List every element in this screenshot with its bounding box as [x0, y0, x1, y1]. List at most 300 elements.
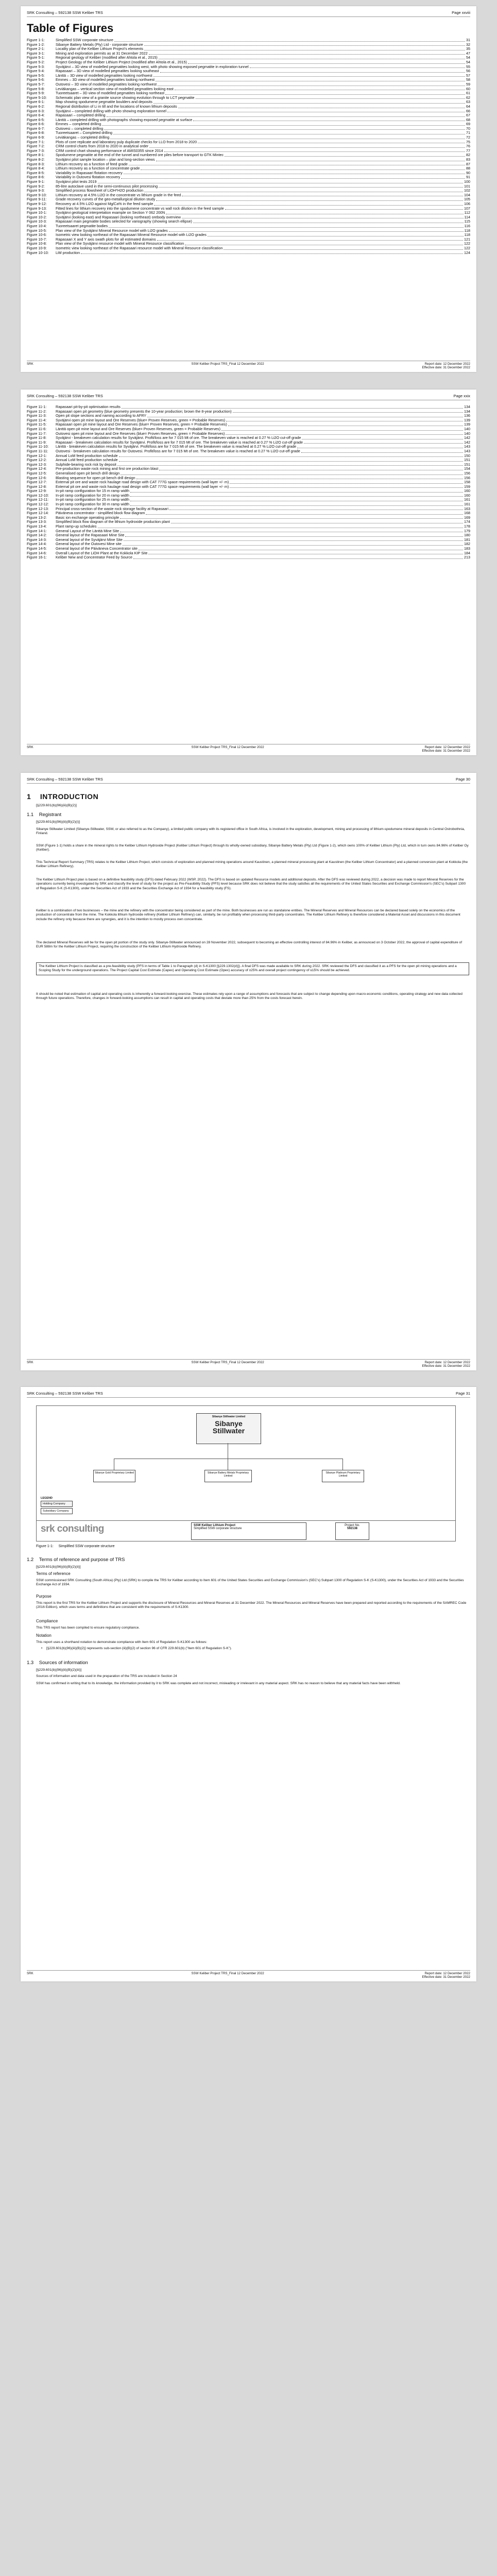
toc-figure-entry[interactable]: [27, 166, 470, 171]
leader-dots: [119, 458, 463, 462]
figure-number: Figure 14-6:: [27, 550, 47, 555]
toc-figure-entry[interactable]: [27, 197, 470, 202]
regulation-code: [§229.601(b)(96)(iii)(B)(2)(i)]: [36, 820, 80, 824]
leader-dots: [233, 410, 463, 413]
section-heading-1-2: 1.2 Terms of reference and purpose of TRS: [27, 1557, 125, 1563]
leader-dots: [226, 432, 463, 435]
toc-figure-entry[interactable]: [27, 533, 470, 538]
toc-figure-entry[interactable]: [27, 436, 470, 440]
toc-figure-entry[interactable]: [27, 65, 470, 70]
toc-figure-entry[interactable]: [27, 207, 470, 211]
leader-dots: [109, 224, 463, 228]
toc-figure-entry[interactable]: [27, 516, 470, 520]
toc-figure-entry[interactable]: [27, 131, 470, 135]
figure-page: 159: [464, 484, 470, 489]
figure-title: Päiväneva concentrator - simplified block flow diagram: [56, 511, 145, 516]
figure-page: 114: [464, 214, 470, 219]
figure-page: 151: [464, 457, 470, 463]
figure-title: Länttä open pit mine layout and Ore Reserves (blue= Proven Reserves, green = Probable Reserves): [56, 427, 221, 431]
figure-page: 87: [466, 161, 470, 166]
figure-page: 180: [464, 533, 470, 538]
figure-number: Figure 5-9:: [27, 91, 45, 96]
toc-figure-entry[interactable]: [27, 463, 470, 467]
leader-dots: [156, 158, 465, 161]
figure-title: CRM control charts from 2018 to 2020 in analytical order: [56, 144, 149, 149]
figure-page: 161: [464, 497, 470, 502]
toc-figure-entry[interactable]: [27, 52, 470, 56]
figure-number: Figure 14-4:: [27, 541, 47, 547]
toc-figure-entry[interactable]: [27, 233, 470, 238]
figure-list: [27, 405, 470, 560]
toc-figure-entry[interactable]: [27, 458, 470, 463]
figure-title: Isometric view looking northeast of the Rapasaari resource model with Mineral Resource classification: [56, 246, 223, 250]
figure-page: 66: [466, 108, 470, 113]
toc-figure-entry[interactable]: [27, 171, 470, 176]
toc-figure-entry[interactable]: [27, 432, 470, 436]
figure-title: Locality plan of the Keliber Lithium Project's elements: [56, 47, 143, 52]
toc-figure-entry[interactable]: [27, 410, 470, 414]
sub-heading: Compliance: [36, 1619, 58, 1623]
toc-figure-entry[interactable]: [27, 38, 470, 43]
figure-page: 134: [464, 404, 470, 409]
figure-title: External pit ore and waste rock haulage road design with CAT 777G space requirements (wall layer +/- m): [56, 484, 229, 489]
figure-page: 124: [464, 250, 470, 255]
footer-left: SRK: [27, 745, 33, 749]
regulation-code: [§229.601(b)(96)(iii)(B)(2)]: [36, 804, 77, 807]
figure-number: Figure 7-3:: [27, 148, 45, 153]
toc-figure-entry[interactable]: [27, 524, 470, 529]
figure-number: Figure 5-2:: [27, 59, 45, 64]
figure-number: Figure 11-10:: [27, 444, 49, 449]
toc-figure-entry[interactable]: [27, 184, 470, 189]
figure-title: Plan view of the Syväjärvi Mineral Resource model with Li2O grades: [56, 228, 168, 233]
toc-figure-entry[interactable]: [27, 109, 470, 114]
paragraph: SSW has confirmed in writing that to its knowledge, the information provided by it to SRK was complete and not incorrect, misleading or irrelevant in any material aspect. SRK has no reason to believe that any material facts have been withheld.: [36, 1682, 401, 1685]
leader-dots: [114, 38, 465, 42]
toc-figure-entry[interactable]: [27, 215, 470, 220]
figure-page: 67: [466, 113, 470, 118]
paragraph: This TRS report has been compiled to ensure regulatory compliance.: [36, 1626, 140, 1630]
toc-figure-entry[interactable]: [27, 471, 470, 476]
leader-dots: [110, 135, 465, 139]
leader-dots: [123, 542, 463, 546]
figure-title: Syväjärvi (looking east) and Rapasaari (looking northeast) orebody overview: [56, 215, 181, 219]
leader-dots: [113, 131, 465, 134]
figure-page: 160: [464, 488, 470, 494]
paragraph: SSW (Figure 1-1) holds a share in the mineral rights to the Keliber Lithium Hydroxide Project (Keliber Lithium Project) through its wholly-owned subsidiary, Sibanye Battery Metals (Pty) Ltd (Figure 1-2), which owns 100% of Keliber Lithium (Pty) Ltd, which in turn owns 84.96% of Keliber Oy (Keliber).: [36, 844, 469, 852]
toc-figure-entry[interactable]: [27, 229, 470, 233]
figure-page: 77: [466, 148, 470, 153]
figure-page: 179: [464, 528, 470, 533]
figure-number: Figure 12-12:: [27, 502, 49, 507]
leader-dots: [297, 445, 463, 448]
leader-dots: [169, 507, 463, 511]
leader-dots: [225, 207, 463, 210]
figure-page: 47: [466, 50, 470, 56]
figure-page: 163: [464, 506, 470, 511]
toc-figure-entry[interactable]: [27, 502, 470, 507]
toc-figure-entry[interactable]: [27, 242, 470, 246]
toc-figure-entry[interactable]: [27, 100, 470, 105]
toc-figure-entry[interactable]: [27, 511, 470, 516]
figure-number: Figure 11-8:: [27, 435, 47, 440]
footer-mid: SSW Keliber Project TRS_Final 12 December 2022: [191, 745, 264, 749]
leader-dots: [304, 440, 463, 444]
figure-number: Figure 5-5:: [27, 73, 45, 78]
figure-number: Figure 9-11:: [27, 197, 47, 202]
toc-figure-entry[interactable]: [27, 60, 470, 65]
figure-number: Figure 6-5:: [27, 117, 45, 122]
toc-figure-entry[interactable]: [27, 189, 470, 193]
toc-figure-entry[interactable]: [27, 489, 470, 494]
header-page-number: Page xxviii: [452, 10, 470, 15]
figure-title: Plan view of the Syväjärvi resource model with Mineral Resource classification: [56, 242, 184, 246]
footer-dates: Report date: 12 December 2022 Effective date: 31 December 2022: [422, 1972, 470, 1979]
figure-number: Figure 10-3:: [27, 219, 47, 224]
figure-number: Figure 7-2:: [27, 144, 45, 149]
toc-figure-entry[interactable]: [27, 445, 470, 449]
figure-page: 142: [464, 439, 470, 445]
figure-title: Grade recovery curves of the geo-metallurgical dilution study: [56, 197, 156, 202]
paragraph: The Keliber Lithium Project plan is based on a definitive feasibility study (DFS) dated February 2022 (WSP, 2022). The DFS is based on updated Resource models and additional deposits. After the DFS was reviewed during 2022, a decision was made to report Mineral Reserves for the operations currently being investigated by SRK and classify the level of study for the project as Pre-Feasibility Study (PFS) level because SRK does not believe that the study satisfies all the requirements of the United States Securities and Exchange Commission's (SEC's) Subpart 1300 of Regulation S-K (S-K1300), under the Securities Act of 1933 and the Securities Exchange Act of 1934 for a feasibility study (FS).: [36, 878, 466, 890]
figure-number: Figure 6-2:: [27, 104, 45, 109]
toc-figure-entry[interactable]: [27, 449, 470, 454]
leader-dots: [230, 480, 463, 484]
leader-dots: [120, 529, 463, 533]
toc-figure-entry[interactable]: [27, 551, 470, 556]
leader-dots: [130, 489, 463, 493]
figure-page: 161: [464, 502, 470, 507]
figure-page: 122: [464, 245, 470, 250]
figure-title: Keliber New and Concentrator Feed by Source: [56, 555, 133, 560]
figure-list: [27, 38, 470, 255]
figure-number: Figure 9-13:: [27, 206, 47, 211]
figure-number: Figure 16-1:: [27, 555, 47, 560]
figure-title: Basic ion exchange operating principle: [56, 515, 119, 520]
figure-page: 121: [464, 236, 470, 242]
figure-title: Syväjärvi pilot tests 2019: [56, 180, 97, 184]
footer-dates: Report date: 12 December 2022 Effective date: 31 December 2022: [422, 745, 470, 753]
toc-title: Table of Figures: [27, 22, 114, 35]
leader-dots: [149, 52, 465, 55]
figure-title: General layout of the Syväjärvi Mine Site: [56, 537, 123, 542]
figure-title: Annual LoM feed production schedule: [56, 458, 118, 463]
figure-page: 75: [466, 139, 470, 144]
figure-title: Overall Layout of the LiOH Plant at the Kokkola KIP Site: [56, 551, 148, 555]
figure-title: Outovesi – completed drilling: [56, 126, 104, 131]
toc-figure-entry[interactable]: [27, 82, 470, 87]
figure-page: 139: [464, 422, 470, 427]
leader-dots: [144, 43, 465, 46]
toc-figure-entry[interactable]: [27, 162, 470, 167]
figure-title: 85-litre autoclave used in the semi-continuous pilot processing: [56, 184, 158, 189]
leader-dots: [125, 533, 463, 537]
figure-page: 88: [466, 166, 470, 171]
paragraph: The declared Mineral Reserves will be for the open pit portion of the study only. Sibanye-Stillwater announced on 28 November 2022, subsequent to becoming an effective controlling interest of 84.96% in Keliber, as announced on 3 October 2022, the approval of capital expenditure of EUR 588m for the Keliber Lithium Project, requiring the construction of the Keliber Lithium Hydroxide Refinery.: [36, 941, 462, 949]
figure-caption: Figure 1-1: Simplified SSW corporate structure: [36, 1545, 115, 1548]
figure-number: Figure 11-6:: [27, 426, 47, 431]
figure-page: 112: [464, 210, 470, 215]
leader-dots: [98, 180, 463, 183]
figure-page: 116: [464, 223, 470, 228]
figure-number: Figure 10-10:: [27, 250, 49, 255]
toc-figure-entry[interactable]: [27, 202, 470, 207]
figure-title: Regional geology of Keliber (modified after Ahtola et al., 2015): [56, 56, 158, 60]
toc-figure-entry[interactable]: [27, 538, 470, 543]
toc-figure-entry[interactable]: [27, 529, 470, 534]
figure-title: Principal cross-section of the waste rock storage facility at Rapasaari: [56, 506, 168, 511]
figure-number: Figure 8-1:: [27, 152, 45, 158]
toc-figure-entry[interactable]: [27, 74, 470, 78]
figure-number: Figure 10-8:: [27, 241, 47, 246]
figure-page: 83: [466, 157, 470, 162]
header-page-number: Page 30: [456, 777, 470, 782]
figure-page: 82: [466, 152, 470, 158]
figure-page: 72: [466, 135, 470, 140]
figure-page: 169: [464, 515, 470, 520]
paragraph: This report uses a shorthand notation to demonstrate compliance with Item 601 of Regulation S-K1300 as follows:: [36, 1640, 208, 1644]
figure-title: Rapasaari open pit geometry (blue geometry presents the 10-year production; brown the 8-year production): [56, 409, 232, 414]
toc-figure-entry[interactable]: [27, 498, 470, 502]
toc-figure-entry[interactable]: [27, 193, 470, 198]
toc-figure-entry[interactable]: [27, 78, 470, 82]
figure-title: General layout of the Rapasaari Mine Site: [56, 533, 125, 538]
figure-title: Syväjärvi - breakeven calculation results for Syväjärvi. Profit/loss are for 7 015 Mt of ore. The breakeven value is reached at 0.27 % Li2O cut-off grade: [56, 436, 301, 440]
leader-dots: [122, 405, 463, 409]
header-company: SRK Consulting – 592138 SSW Keliber TRS: [27, 10, 103, 15]
figure-title: Plant ramp-up schedules: [56, 524, 97, 529]
figure-number: Figure 1-2:: [27, 42, 45, 47]
toc-figure-entry[interactable]: [27, 414, 470, 418]
page-header: [27, 394, 470, 400]
figure-title: Länttä - breakeven calculation results for Syväjärvi. Profit/loss are for 7 015 Mt of ore. The breakeven value is reached at 0.27 % Li2O cut-off grade: [56, 445, 297, 449]
toc-figure-entry[interactable]: [27, 422, 470, 427]
figure-number: Figure 9-2:: [27, 183, 45, 189]
paragraph: This report is the first TRS for the Keliber Lithium Project and supports the disclosure of Mineral Resources and Mineral Reserves at 31 December 2022. The Mineral Resources and Mineral Reserves have been prepared and reported according to the requirements of the SAMREC Code (2016 Edition), which uses terms and definitions that are consistent with the requirements of S-K1300.: [36, 1601, 467, 1609]
toc-figure-entry[interactable]: [27, 480, 470, 485]
leader-dots: [136, 476, 463, 480]
leader-dots: [188, 60, 465, 64]
leader-dots: [182, 193, 463, 197]
toc-figure-entry[interactable]: [27, 180, 470, 184]
toc-figure-entry[interactable]: [27, 105, 470, 109]
toc-figure-entry[interactable]: [27, 238, 470, 242]
bullet-item: • [§229.601(b)(96)(iii)(B)(2)] represents sub-section (iii)(B)(2) of section 96 of CFR 229.601(b) ("Item 601 of Regulation S-K").: [41, 1647, 232, 1650]
figure-number: Figure 5-10:: [27, 95, 47, 100]
toc-figure-entry[interactable]: [27, 153, 470, 158]
toc-figure-entry[interactable]: [27, 427, 470, 432]
figure-number: Figure 11-5:: [27, 422, 47, 427]
toc-figure-entry[interactable]: [27, 454, 470, 459]
toc-figure-entry[interactable]: [27, 144, 470, 149]
figure-title: Rapasaari main pegmatite bodies selected for variography (showing search ellipse): [56, 219, 192, 224]
paragraph: Sources of information and data used in the preparation of the TRS are included in Section 24: [36, 1674, 177, 1678]
sibanye-platinum-box: Sibanye Platinum Proprietary Limited: [322, 1470, 364, 1482]
figure-number: Figure 10-7:: [27, 236, 47, 242]
figure-number: Figure 6-6:: [27, 122, 45, 127]
figure-number: Figure 5-3:: [27, 64, 45, 69]
leader-dots: [81, 251, 463, 255]
figure-page: 140: [464, 431, 470, 436]
figure-title: Schematic plan view of a granite source showing evolution through to LCT pegmatite: [56, 95, 195, 100]
figure-title: Tuoreetsaaret – Completed drilling: [56, 131, 112, 135]
toc-figure-entry[interactable]: [27, 520, 470, 524]
toc-figure-entry[interactable]: [27, 47, 470, 52]
figure-title: Sibanye Battery Metals (Pty) Ltd - corporate structure: [56, 42, 143, 47]
figure-page: 58: [466, 77, 470, 82]
figure-page: 62: [466, 95, 470, 100]
leader-dots: [141, 166, 465, 170]
figure-number: Figure 12-9:: [27, 488, 47, 494]
toc-figure-entry[interactable]: [27, 87, 470, 92]
figure-page: 32: [466, 42, 470, 47]
toc-figure-entry[interactable]: [27, 118, 470, 123]
figure-title: Syväjärvi pilot sample location – plan and long-section views: [56, 158, 155, 162]
leader-dots: [119, 454, 463, 457]
toc-figure-entry[interactable]: [27, 224, 470, 229]
leader-dots: [154, 202, 463, 206]
toc-figure-entry[interactable]: [27, 127, 470, 131]
figure-page: 183: [464, 546, 470, 551]
toc-figure-entry[interactable]: [27, 69, 470, 74]
toc-figure-entry[interactable]: [27, 43, 470, 47]
leader-dots: [198, 140, 465, 144]
page-footer: [27, 361, 470, 369]
figure-number: Figure 12-14:: [27, 511, 49, 516]
toc-figure-entry[interactable]: [27, 158, 470, 162]
regulation-code: [§229.601(b)(96)(iii)(B)(2)(ii)]: [36, 1565, 81, 1569]
leader-dots: [129, 162, 465, 166]
toc-figure-entry[interactable]: [27, 113, 470, 118]
figure-number: Figure 12-8:: [27, 484, 47, 489]
figure-page: 102: [464, 188, 470, 193]
figure-page: 154: [464, 466, 470, 471]
leader-dots: [301, 449, 463, 453]
figure-page: 61: [466, 91, 470, 96]
footer-mid: SSW Keliber Project TRS_Final 12 December 2022: [191, 1972, 264, 1975]
toc-figure-entry[interactable]: [27, 542, 470, 547]
toc-figure-entry[interactable]: [27, 555, 470, 560]
figure-page: 57: [466, 73, 470, 78]
leader-dots: [158, 82, 465, 86]
figure-title: In-pit ramp configuration for 30 m ramp width: [56, 502, 130, 507]
leader-dots: [230, 485, 463, 488]
toc-figure-entry[interactable]: [27, 405, 470, 410]
toc-figure-entry[interactable]: [27, 175, 470, 180]
figure-page: 106: [464, 201, 470, 206]
leader-dots: [121, 471, 463, 475]
toc-figure-entry[interactable]: [27, 485, 470, 489]
leader-dots: [147, 414, 463, 417]
figure-page: 182: [464, 541, 470, 547]
leader-dots: [117, 463, 463, 466]
toc-figure-entry[interactable]: [27, 440, 470, 445]
figure-page: 184: [464, 550, 470, 555]
figure-page: 143: [464, 444, 470, 449]
leader-dots: [144, 189, 463, 192]
toc-figure-entry[interactable]: [27, 507, 470, 512]
figure-title: External pit ore and waste rock haulage road design with CAT 777G space requirements (wall layer +/- m): [56, 480, 229, 485]
toc-figure-entry[interactable]: [27, 91, 470, 96]
footer-left: SRK: [27, 362, 33, 366]
leader-dots: [171, 520, 463, 523]
toc-figure-entry[interactable]: [27, 135, 470, 140]
figure-page: 139: [464, 417, 470, 422]
toc-figure-entry[interactable]: [27, 149, 470, 154]
toc-figure-entry[interactable]: [27, 476, 470, 481]
figure-page: 151: [464, 462, 470, 467]
footer-mid: SSW Keliber Project TRS_Final 12 December 2022: [191, 1361, 264, 1364]
leader-dots: [250, 65, 465, 69]
leader-dots: [120, 516, 463, 519]
toc-figure-entry[interactable]: [27, 494, 470, 498]
toc-figure-entry[interactable]: [27, 56, 470, 60]
toc-figure-entry[interactable]: [27, 467, 470, 471]
header-page-number: Page xxix: [453, 394, 470, 398]
toc-figure-entry[interactable]: [27, 219, 470, 224]
toc-figure-entry[interactable]: [27, 96, 470, 100]
figure-page: 181: [464, 537, 470, 542]
figure-number: Figure 14-5:: [27, 546, 47, 551]
page-header: [27, 1391, 470, 1398]
leader-dots: [107, 113, 465, 117]
figure-title: Map showing spodumene pegmatite boulders and deposits: [56, 100, 152, 105]
figure-title: In-pit ramp configuration for 20 m ramp width: [56, 493, 130, 498]
figure-number: Figure 10-9:: [27, 245, 47, 250]
figure-title: Rapasaari X and Y axis swath plots for all estimated domains: [56, 237, 156, 242]
figure-number: Figure 12-10:: [27, 493, 49, 498]
figure-number: Figure 11-4:: [27, 417, 47, 422]
figure-number: Figure 10-1:: [27, 210, 47, 215]
page-footer: [27, 1970, 470, 1979]
toc-figure-entry[interactable]: [27, 122, 470, 127]
header-company: SRK Consulting – 592138 SSW Keliber TRS: [27, 1391, 103, 1396]
figure-page: 76: [466, 144, 470, 149]
figure-title: Mining and exploration permits as at 31 December 2022: [56, 51, 148, 56]
section-heading-1: 1 INTRODUCTION: [27, 792, 99, 801]
figure-number: Figure 3-1:: [27, 50, 45, 56]
figure-number: Figure 12-1:: [27, 453, 47, 458]
footer-left: SRK: [27, 1361, 33, 1364]
figure-number: Figure 14-1:: [27, 528, 47, 533]
leader-dots: [156, 197, 463, 201]
toc-figure-entry[interactable]: [27, 211, 470, 215]
figure-title: General layout of the Päiväneva Concentrator site: [56, 547, 138, 551]
figure-title: Leviäkangas – completed drilling: [56, 135, 110, 140]
figure-page: 55: [466, 64, 470, 69]
figure-number: Figure 9-1:: [27, 179, 45, 184]
toc-figure-entry[interactable]: [27, 418, 470, 423]
figure-title: Blasting sequence for open pit bench drill design: [56, 476, 135, 480]
leader-dots: [102, 122, 465, 126]
leader-dots: [224, 246, 463, 250]
figure-page: 100: [464, 179, 470, 184]
toc-figure-entry[interactable]: [27, 140, 470, 145]
figure-title: Lithium recovery as a function of concentrate grade: [56, 166, 140, 171]
org-chart-figure: [36, 1405, 456, 1541]
figure-number: Figure 12-6:: [27, 475, 47, 480]
footer-dates: Report date: 12 December 2022 Effective date: 31 December 2022: [422, 1361, 470, 1368]
figure-page: 64: [466, 104, 470, 109]
figure-number: Figure 13-2:: [27, 515, 47, 520]
figure-page: 105: [464, 197, 470, 202]
toc-figure-entry[interactable]: [27, 251, 470, 256]
header-page-number: Page 31: [456, 1391, 470, 1396]
toc-figure-entry[interactable]: [27, 246, 470, 251]
figure-page: 115: [464, 219, 470, 224]
figure-number: Figure 12-4:: [27, 466, 47, 471]
toc-figure-entry[interactable]: [27, 547, 470, 551]
